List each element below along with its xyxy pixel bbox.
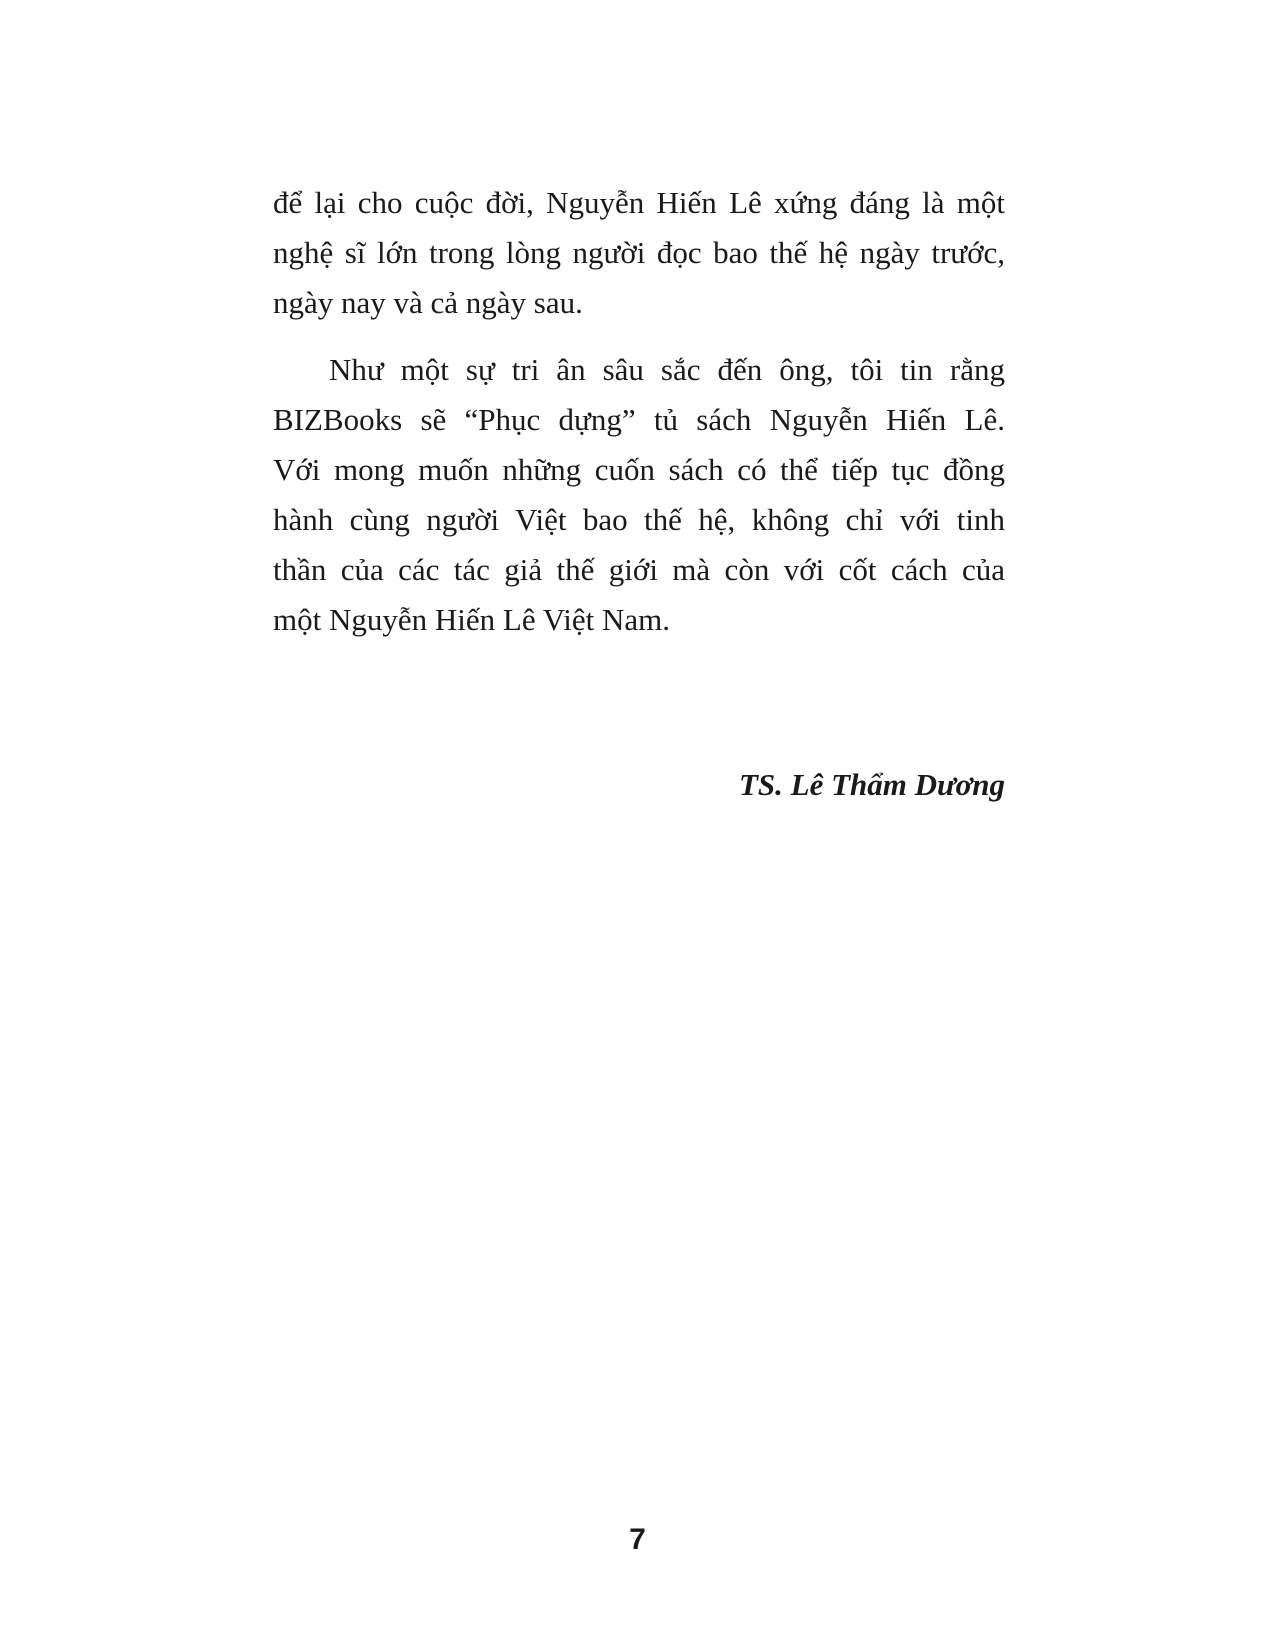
text-line: một Nguyễn Hiến Lê Việt Nam. [273,602,671,637]
text-line: Với mong muốn những cuốn sách có thể tiếp tục đồng [273,452,1005,487]
body-text [273,178,1005,645]
page-number: 7 [629,1523,646,1556]
author-signature: TS. Lê Thẩm Dương [739,767,1005,802]
paragraph-2 [273,345,1005,645]
text-line: ngày nay và cả ngày sau. [273,285,583,320]
text-line: hành cùng người Việt bao thế hệ, không chỉ với tinh [273,502,1005,537]
text-line: nghệ sĩ lớn trong lòng người đọc bao thế hệ ngày trước, [273,235,1005,270]
text-line: Như một sự tri ân sâu sắc đến ông, tôi tin rằng [329,352,1005,387]
paragraph-1 [273,178,1005,328]
text-line: thần của các tác giả thế giới mà còn với cốt cách của [273,552,1005,587]
text-line: BIZBooks sẽ “Phục dựng” tủ sách Nguyễn Hiến Lê. [273,402,1005,437]
text-line: để lại cho cuộc đời, Nguyễn Hiến Lê xứng đáng là một [273,185,1005,220]
